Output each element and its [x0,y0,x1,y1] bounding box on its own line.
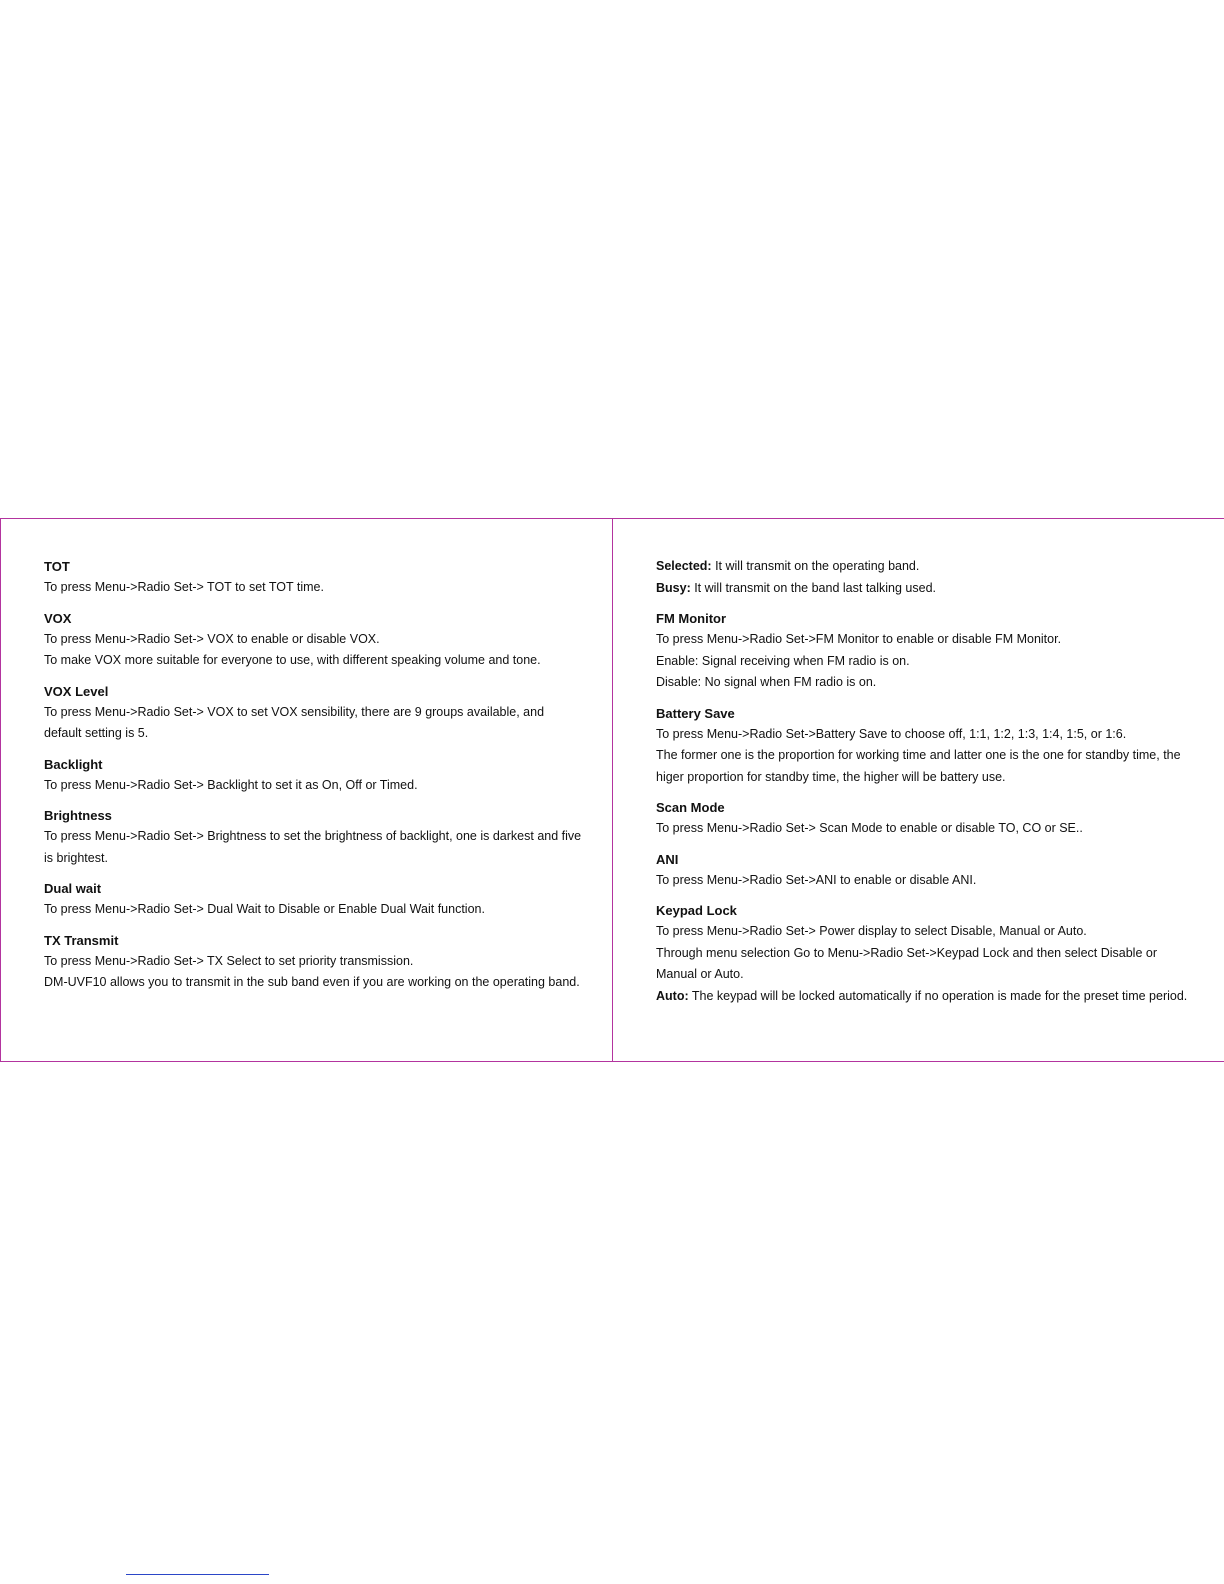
section-ani [656,849,1194,892]
manual-spread [0,518,1224,1062]
section-text: To press Menu->Radio Set-> Scan Mode to enable or disable TO, CO or SE.. [656,821,1083,835]
right-page [656,519,1194,1016]
section-heading: Scan Mode [656,800,725,815]
section-text: To press Menu->Radio Set-> TOT to set TOT time. [44,580,324,594]
section-tot [44,556,584,599]
section-text: To press Menu->Radio Set-> TX Select to set priority transmission. [44,953,414,968]
section-dual-wait [44,878,584,921]
footer-link-underline [126,1574,269,1575]
section-battery-save [656,703,1194,789]
section-vox-level [44,681,584,745]
section-text: To press Menu->Radio Set->FM Monitor to enable or disable FM Monitor. [656,632,1062,646]
section-tx-options [656,556,1194,599]
section-keypad-lock [656,900,1194,1007]
section-brightness [44,805,584,869]
section-text: The former one is the proportion for working time and latter one is the one for standby time, the higer proportion for standby time, the higher will be battery use. [656,748,1181,784]
section-text: To press Menu->Radio Set->ANI to enable or disable ANI. [656,872,977,887]
auto-term: Auto: [656,988,689,1003]
section-text: Disable: No signal when FM radio is on. [656,675,877,689]
left-page [44,519,584,1003]
option-term: Busy: [656,580,691,595]
section-text: To press Menu->Radio Set-> Power display to select Disable, Manual or Auto. [656,924,1087,938]
section-scan-mode [656,797,1194,840]
auto-text: The keypad will be locked automatically if no operation is made for the preset time period. [688,988,1188,1003]
section-tx-transmit [44,930,584,994]
section-text: DM-UVF10 allows you to transmit in the sub band even if you are working on the operating band. [44,975,580,989]
section-vox [44,608,584,672]
option-line-selected [656,556,1194,578]
auto-line [656,986,1194,1008]
section-text: To press Menu->Radio Set-> VOX to enable or disable VOX. [44,631,380,646]
section-text: To make VOX more suitable for everyone to use, with different speaking volume and tone. [44,653,541,667]
section-text: To press Menu->Radio Set-> Brightness to set the brightness of backlight, one is darkest and five is brightest. [44,829,582,865]
section-heading: Brightness [44,808,112,823]
section-text: Through menu selection Go to Menu->Radio Set->Keypad Lock and then select Disable or Manual or Auto. [656,945,1157,981]
section-heading: TOT [44,559,70,574]
section-heading: Dual wait [44,881,102,896]
section-heading: Keypad Lock [656,903,737,918]
option-term: Selected: [656,559,712,573]
left-border-line [0,519,1,1061]
option-line-busy [656,578,1194,600]
section-heading: FM Monitor [656,611,727,626]
section-heading: Battery Save [656,705,735,721]
section-backlight [44,754,584,797]
section-heading: Backlight [44,756,103,772]
section-heading: VOX [44,610,72,626]
section-heading: TX Transmit [44,932,119,948]
section-fm-monitor [656,608,1194,694]
option-text: It will transmit on the band last talking used. [690,580,936,595]
section-text: Enable: Signal receiving when FM radio is on. [656,653,910,668]
page-fold-divider [612,519,613,1061]
section-text: To press Menu->Radio Set->Battery Save to choose off, 1:1, 1:2, 1:3, 1:4, 1:5, or 1:6. [656,726,1127,741]
section-text: To press Menu->Radio Set-> Backlight to set it as On, Off or Timed. [44,777,418,792]
section-text: To press Menu->Radio Set-> VOX to set VOX sensibility, there are 9 groups available, and default setting is 5. [44,704,545,740]
section-heading: VOX Level [44,683,109,699]
section-text: To press Menu->Radio Set-> Dual Wait to Disable or Enable Dual Wait function. [44,902,485,916]
option-text: It will transmit on the operating band. [711,559,920,573]
section-heading: ANI [656,851,679,867]
